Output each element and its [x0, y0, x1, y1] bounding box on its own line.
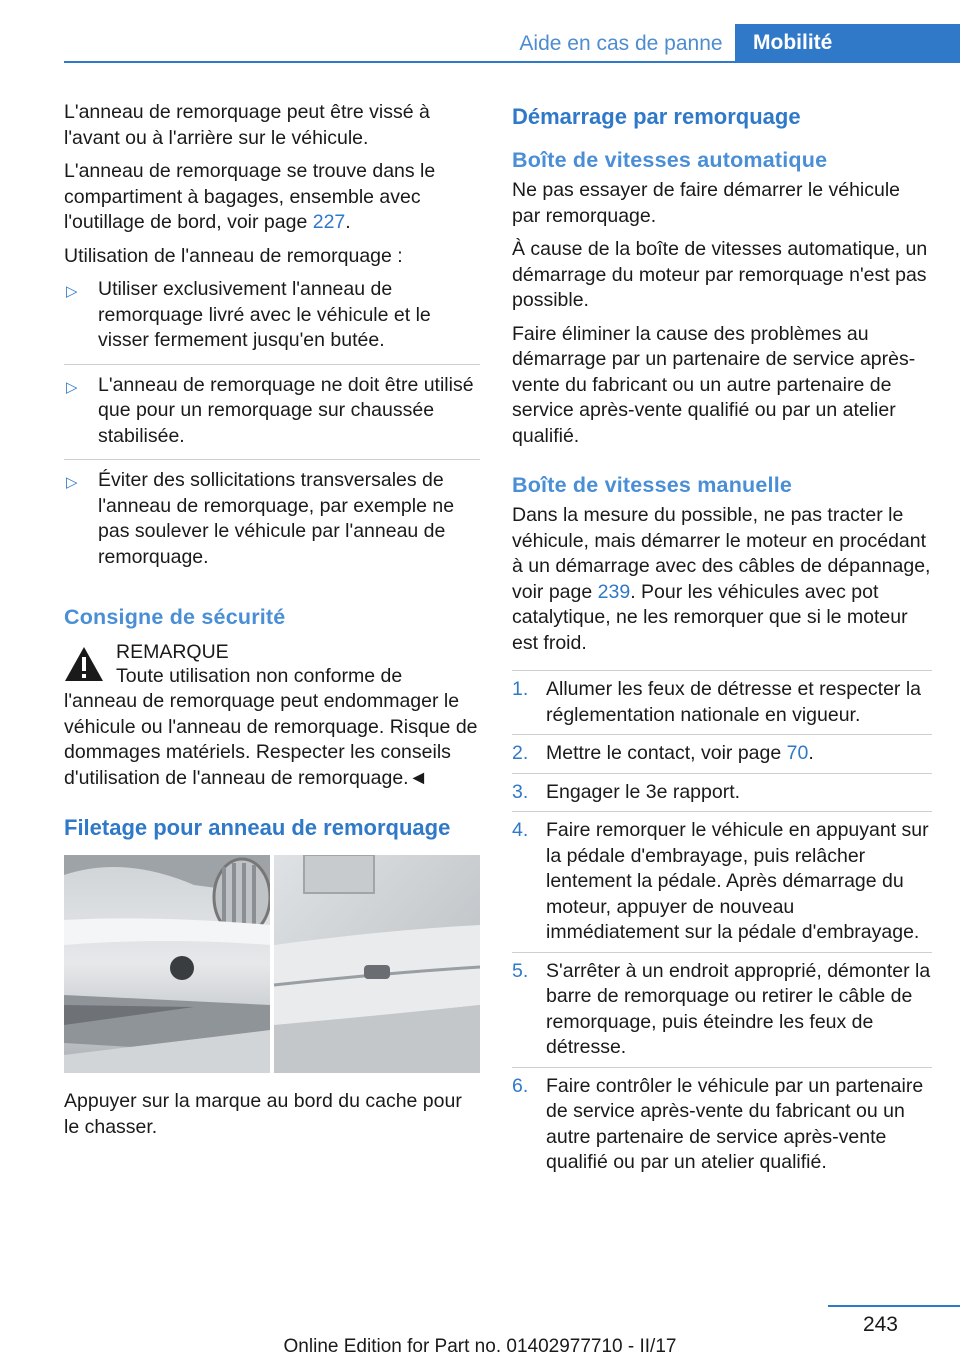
- text: . Pour les véhicules avec pot catalytique, ne les remorquer que si le moteur est froid.: [512, 580, 908, 654]
- thread-heading: Filetage pour anneau de remorquage: [64, 815, 451, 840]
- list-item-text: Utiliser exclusivement l'anneau de remorquage livré avec le véhicule et le visser fermement jusqu'en butée.: [98, 278, 431, 351]
- paragraph: L'anneau de remorquage peut être vissé à l'avant ou à l'arrière sur le véhicule.: [64, 101, 430, 149]
- right-column: [512, 102, 932, 1182]
- warning-block: [64, 640, 480, 666]
- paragraph: À cause de la boîte de vitesses automatique, un démarrage du moteur par remorquage n'est pas possible.: [512, 238, 928, 311]
- step-number: 5.: [512, 959, 529, 982]
- step-item: [512, 952, 932, 1067]
- list-item: [64, 365, 480, 461]
- step-number: 6.: [512, 1074, 529, 1097]
- photo-caption: Appuyer sur la marque au bord du cache pour le chasser.: [64, 1090, 462, 1138]
- header-rule: [64, 61, 960, 63]
- step-item: [512, 1067, 932, 1182]
- step-number: 4.: [512, 819, 529, 841]
- safety-heading: Consigne de sécurité: [64, 605, 286, 629]
- paragraph: Ne pas essayer de faire démarrer le véhicule par remorquage.: [512, 179, 901, 227]
- towing-eye-cover-photo: [64, 855, 480, 1073]
- steps-list: [512, 670, 932, 1182]
- bumper-illustration: [64, 855, 480, 1073]
- list-item: [64, 460, 480, 580]
- text: .: [345, 211, 351, 233]
- text: Dans la mesure du possible, ne pas tracter le véhicule, mais démarrer le moteur en procédant à un démarrage avec des câbles de dépannage, voir page: [512, 504, 931, 603]
- list-item: [64, 269, 480, 365]
- step-text: Faire remorquer le véhicule en appuyant sur la pédale d'embrayage, puis relâcher lentement la pédale. Après démarrage du moteur, appuyer de nouveau immédiatement sur la pédale d'embrayage.: [546, 819, 929, 943]
- page-link[interactable]: 239: [597, 580, 631, 603]
- triangle-bullet-icon: ▷: [66, 283, 78, 300]
- step-item: [512, 773, 932, 812]
- step-text: S'arrêter à un endroit approprié, démonter la barre de remorquage ou retirer le câble de remorquage, puis éteindre les feux de détresse.: [546, 959, 931, 1058]
- page-link[interactable]: 70: [786, 742, 809, 764]
- step-item: [512, 734, 932, 773]
- step-text: .: [808, 742, 814, 764]
- text: L'anneau de remorquage se trouve dans le compartiment à bagages, ensemble avec l'outillage de bord, voir page: [64, 160, 436, 233]
- triangle-bullet-icon: ▷: [66, 378, 78, 396]
- paragraph: Faire éliminer la cause des problèmes au démarrage par un partenaire de service après-vente du fabricant ou un autre partenaire de service après-vente qualifié ou par un atelier qualifié.: [512, 322, 916, 447]
- step-number: 1.: [512, 678, 529, 700]
- paragraph: [512, 503, 932, 656]
- triangle-bullet-icon: ▷: [66, 474, 78, 491]
- paragraph: [64, 159, 480, 236]
- footer-rule: [828, 1305, 960, 1307]
- list-item-text: Éviter des sollicitations transversales de l'anneau de remorquage, par exemple ne pas soulever le véhicule par l'anneau de remorquage.: [98, 469, 455, 568]
- edition-footer: Online Edition for Part no. 01402977710 - II/17: [283, 1336, 677, 1357]
- tow-start-heading: Démarrage par remorquage: [512, 104, 801, 129]
- warning-title: REMARQUE: [116, 641, 229, 663]
- step-text: Engager le 3e rapport.: [546, 780, 741, 803]
- list-item-text: L'anneau de remorquage ne doit être utilisé que pour un remorquage sur chaussée stabilisée.: [98, 373, 474, 447]
- step-item: [512, 811, 932, 952]
- bullet-list: [64, 269, 480, 580]
- warning-text: Toute utilisation non conforme de l'anneau de remorquage peut endommager le véhicule ou l'anneau de remorquage. Risque de dommages matériels. Respecter les conseils d'utilisation de l'anneau de remorquage.◄: [64, 664, 478, 789]
- step-number: 3.: [512, 780, 529, 803]
- step-number: 2.: [512, 742, 529, 764]
- step-text: Mettre le contact, voir page: [546, 742, 787, 764]
- section-tab[interactable]: Aide en cas de panne: [519, 32, 723, 55]
- page-link[interactable]: 227: [312, 211, 346, 233]
- automatic-heading: Boîte de vitesses automatique: [512, 148, 828, 172]
- step-text: Allumer les feux de détresse et respecter la réglementation nationale en vigueur.: [546, 678, 922, 726]
- left-column: [64, 100, 480, 1148]
- page-number: 243: [862, 1313, 898, 1336]
- warning-triangle-icon: [64, 646, 104, 682]
- paragraph: Utilisation de l'anneau de remorquage :: [64, 244, 403, 267]
- chapter-tab[interactable]: Mobilité: [735, 24, 960, 61]
- manual-heading: Boîte de vitesses manuelle: [512, 473, 793, 497]
- step-item: [512, 670, 932, 734]
- step-text: Faire contrôler le véhicule par un partenaire de service après-vente du fabricant ou un autre partenaire de service après-vente qualifié ou par un atelier qualifié.: [546, 1074, 924, 1173]
